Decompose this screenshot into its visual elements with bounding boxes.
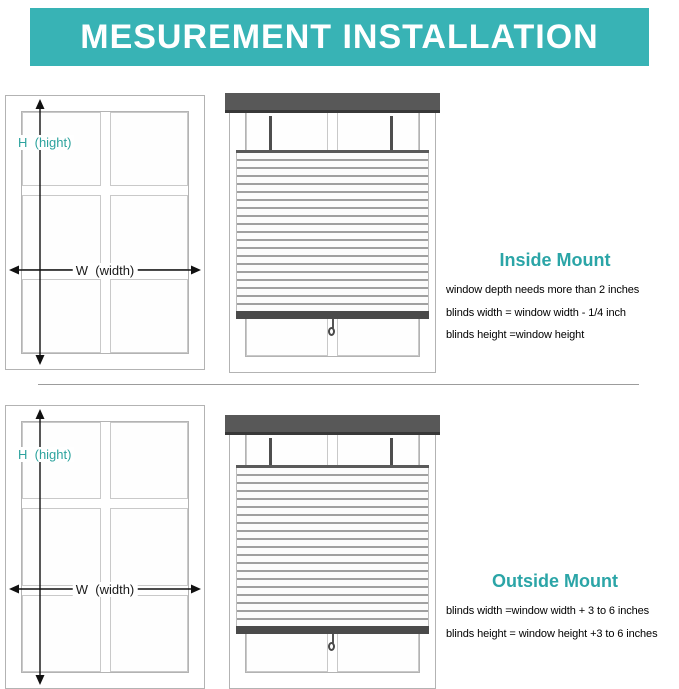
section-outside-mount xyxy=(0,405,679,689)
blind-cord-right xyxy=(390,438,393,465)
blind-bottom-rail xyxy=(236,626,429,634)
pull-cord xyxy=(332,634,334,643)
section-inside-mount xyxy=(0,95,679,375)
outside-mount-text xyxy=(446,571,664,650)
pleated-shade xyxy=(236,465,429,634)
window-pane xyxy=(110,508,189,585)
blinds-illustration xyxy=(225,93,440,375)
inside-mount-text xyxy=(446,250,664,352)
blind-bottom-rail xyxy=(236,311,429,319)
blind-cord-right xyxy=(390,116,393,150)
mount-note: blinds height = window height +3 to 6 inches xyxy=(446,627,658,640)
mount-note: blinds width = window width - 1/4 inch xyxy=(446,306,626,319)
pull-cord xyxy=(332,319,334,328)
page-title: MESUREMENT INSTALLATION xyxy=(80,17,599,56)
window-pane xyxy=(110,195,189,269)
mount-title: Inside Mount xyxy=(499,250,611,270)
mount-note: blinds width =window width + 3 to 6 inches xyxy=(446,605,650,617)
height-label: H (hight) xyxy=(15,447,74,462)
window-pane xyxy=(110,279,189,353)
width-label: W (width) xyxy=(73,582,138,597)
pleated-shade xyxy=(236,150,429,319)
section-divider xyxy=(38,384,639,385)
mount-note: window depth needs more than 2 inches xyxy=(446,284,640,296)
shade-pleats xyxy=(236,153,429,311)
window-pane xyxy=(110,112,189,186)
blind-headrail xyxy=(225,415,440,435)
shade-pleats xyxy=(236,468,429,626)
mount-title: Outside Mount xyxy=(492,571,618,591)
header-banner xyxy=(30,8,649,66)
width-label: W (width) xyxy=(73,263,138,278)
window-pane xyxy=(110,595,189,672)
pull-tassel xyxy=(328,327,335,336)
pull-tassel xyxy=(328,642,335,651)
height-label: H (hight) xyxy=(15,135,74,150)
blinds-illustration xyxy=(225,415,440,689)
mount-note: blinds height =window height xyxy=(446,329,585,342)
window-pane xyxy=(110,422,189,499)
blind-headrail xyxy=(225,93,440,113)
blind-cord-left xyxy=(269,116,272,150)
blind-cord-left xyxy=(269,438,272,465)
